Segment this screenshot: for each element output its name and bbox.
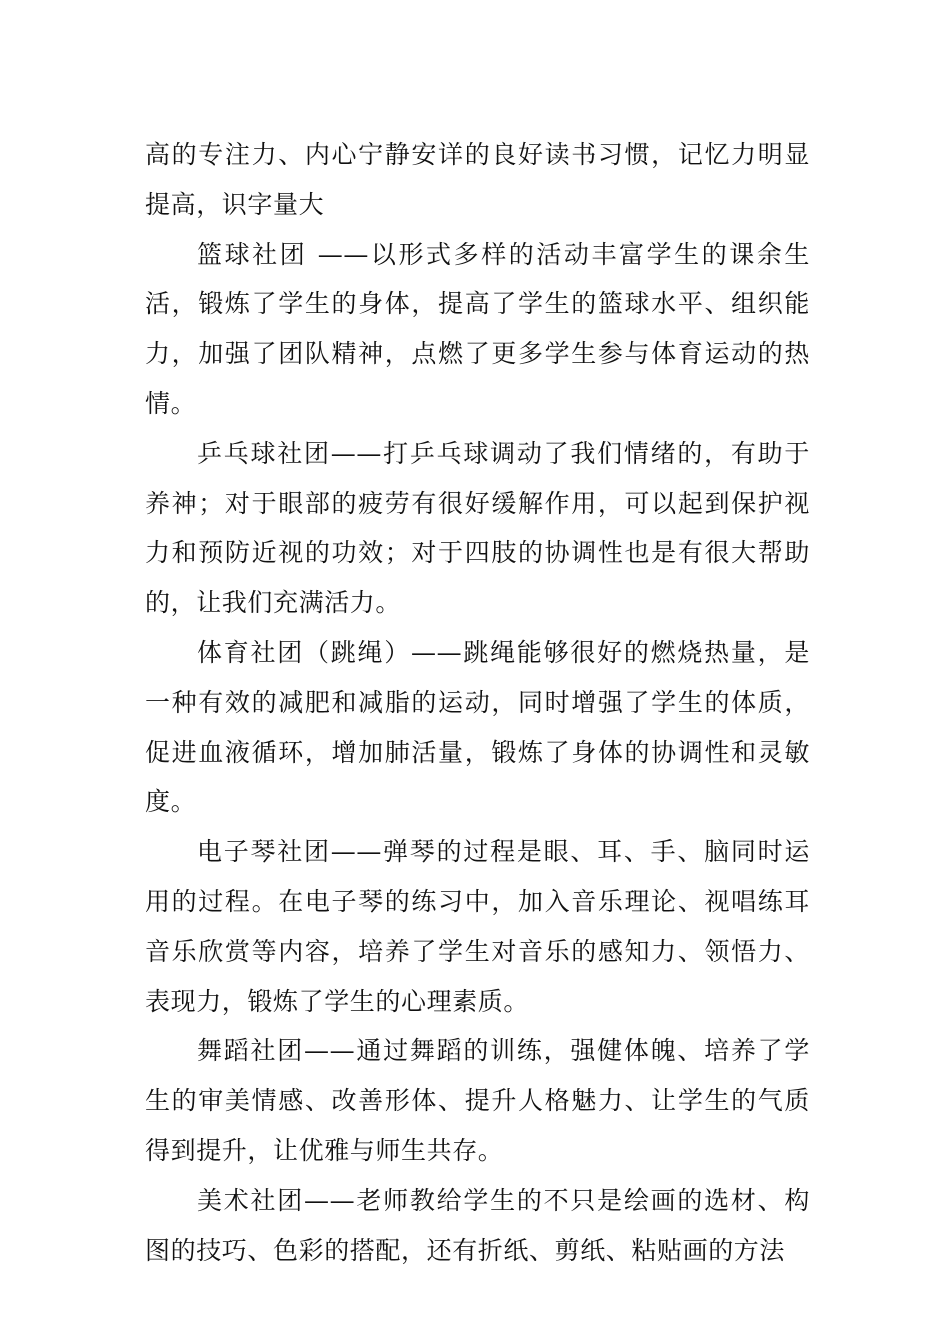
paragraph-dance-club: 舞蹈社团——通过舞蹈的训练，强健体魄、培养了学生的审美情感、改善形体、提升人格魅力、让学生的气质得到提升，让优雅与师生共存。 <box>145 1036 810 1165</box>
document-body <box>145 130 810 1275</box>
paragraph-reading-continuation: 高的专注力、内心宁静安详的良好读书习惯，记忆力明显提高，识字量大 <box>145 140 810 219</box>
paragraph-jump-rope-club: 体育社团（跳绳）——跳绳能够很好的燃烧热量，是一种有效的减肥和减脂的运动，同时增强了学生的体质，促进血液循环，增加肺活量，锻炼了身体的协调性和灵敏度。 <box>145 637 810 817</box>
paragraph-basketball-club: 篮球社团 ——以形式多样的活动丰富学生的课余生活，锻炼了学生的身体，提高了学生的篮球水平、组织能力，加强了团队精神，点燃了更多学生参与体育运动的热情。 <box>145 239 810 418</box>
paragraph-keyboard-club: 电子琴社团——弹琴的过程是眼、耳、手、脑同时运用的过程。在电子琴的练习中，加入音乐理论、视唱练耳音乐欣赏等内容，培养了学生对音乐的感知力、领悟力、表现力，锻炼了学生的心理素质。 <box>145 837 810 1016</box>
paragraph-art-club: 美术社团——老师教给学生的不只是绘画的选材、构图的技巧、色彩的搭配，还有折纸、剪纸、粘贴画的方法 <box>145 1185 810 1265</box>
paragraph-table-tennis-club: 乒乓球社团——打乒乓球调动了我们情绪的，有助于养神；对于眼部的疲劳有很好缓解作用，可以起到保护视力和预防近视的功效；对于四肢的协调性也是有很大帮助的，让我们充满活力。 <box>145 438 810 618</box>
